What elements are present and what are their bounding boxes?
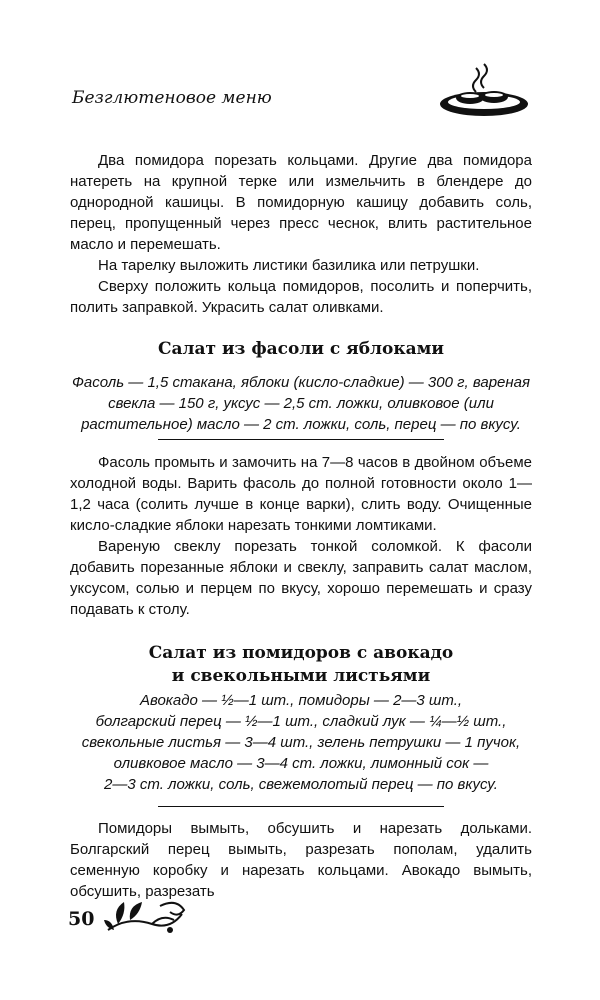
ingredients-list <box>70 690 532 795</box>
floral-ornament-icon <box>100 890 192 940</box>
ingredient-line: 2—3 ст. ложки, соль, свежемолотый перец — по вкусу. <box>104 776 498 793</box>
running-head: Безглютеновое меню <box>72 88 272 108</box>
ingredient-line: оливковое масло — 3—4 ст. ложки, лимонный сок — <box>113 755 489 772</box>
dish-with-sausages-icon <box>436 62 532 122</box>
intro-text <box>70 150 532 318</box>
ingredient-line: свекольные листья — 3—4 шт., зелень петрушки — 1 пучок, <box>81 734 521 751</box>
divider <box>158 806 444 807</box>
title-line: и свекольными листьями <box>171 666 431 686</box>
title-line: Салат из помидоров с авокадо <box>148 643 454 663</box>
recipe-title <box>70 642 532 688</box>
paragraph: Два помидора порезать кольцами. Другие два помидора натереть на крупной терке или измельчить в блендере до однородной кашицы. В помидорную кашицу добавить соль, перец, пропущенный через пресс чеснок, влить растительное масло и перемешать. <box>70 152 532 253</box>
ingredients-list: Фасоль — 1,5 стакана, яблоки (кисло-сладкие) — 300 г, вареная свекла — 150 г, уксус — 2,5 ст. ложки, оливковое (или растительное) масло — 2 ст. ложки, соль, перец — по вкусу. <box>72 374 530 433</box>
recipe-title: Салат из фасоли с яблоками <box>157 339 445 359</box>
paragraph: Вареную свеклу порезать тонкой соломкой. К фасоли добавить порезанные яблоки и свеклу, заправить салат маслом, уксусом, солью и перцем по вкусу, хорошо перемешать и сразу подавать к столу. <box>70 538 532 618</box>
paragraph: Сверху положить кольца помидоров, посолить и поперчить, полить заправкой. Украсить салат оливками. <box>70 278 532 316</box>
ingredient-line: Авокадо — ½—1 шт., помидоры — 2—3 шт., <box>139 692 463 709</box>
recipe-text <box>70 452 532 620</box>
paragraph: На тарелку выложить листики базилика или петрушки. <box>98 257 480 274</box>
paragraph: Помидоры вымыть, обсушить и нарезать дольками. Болгарский перец вымыть, разрезать пополам, удалить семенную коробку и нарезать кольцами. Авокадо вымыть, обсушить, разрезать <box>70 820 532 900</box>
paragraph: Фасоль промыть и замочить на 7—8 часов в двойном объеме холодной воды. Варить фасоль до полной готовности около 1—1,2 часа (солить лучше в конце варки), слить воду. Очищенные кисло-сладкие яблоки нарезать тонкими ломтиками. <box>70 454 532 534</box>
page-number: 50 <box>68 908 95 930</box>
ingredient-line: болгарский перец — ½—1 шт., сладкий лук — ¼—½ шт., <box>95 713 507 730</box>
divider <box>158 439 444 440</box>
